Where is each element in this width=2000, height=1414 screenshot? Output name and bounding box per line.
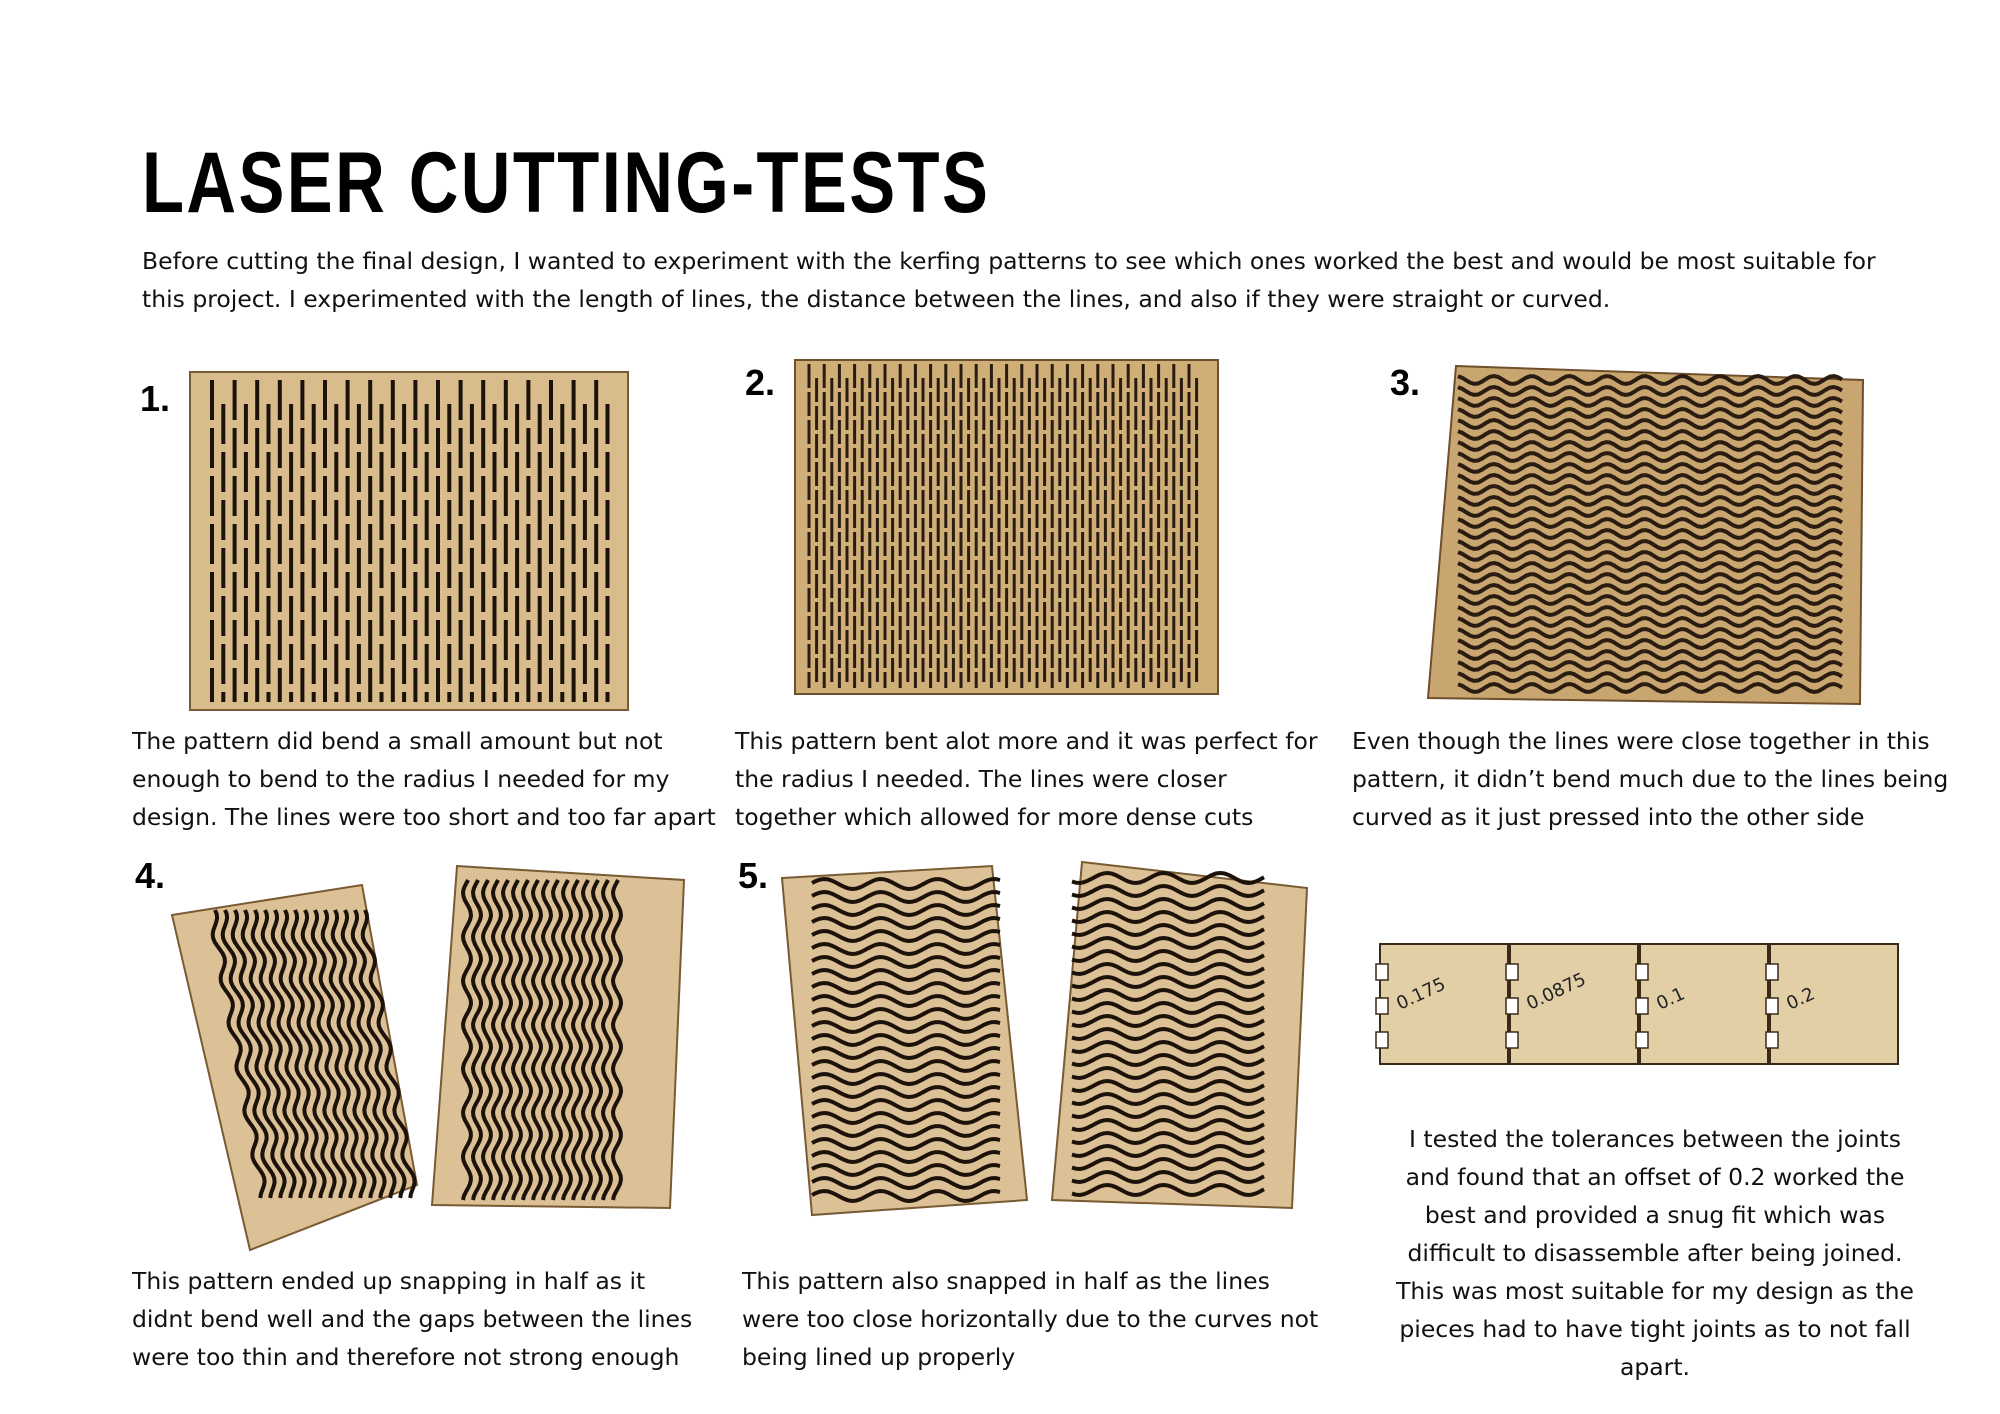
test-3-number: 3. <box>1390 362 1421 403</box>
test-4-right-piece <box>432 866 684 1208</box>
test-1-caption: The pattern did bend a small amount but not enough to bend to the radius I needed for my design. The lines were too short and too far apart <box>132 727 716 831</box>
test-4-caption: This pattern ended up snapping in half as it didnt bend well and the gaps between the lines were too thin and therefore not strong enough <box>132 1267 693 1371</box>
test-3-caption: Even though the lines were close together in this pattern, it didn’t bend much due to the lines being curved as it just pressed into the other side <box>1352 727 1949 831</box>
test-4-number: 4. <box>135 855 166 896</box>
test-2-caption: This pattern bent alot more and it was perfect for the radius I needed. The lines were closer together which allowed for more dense cuts <box>735 727 1318 831</box>
joint-offset-label: 0.0875 <box>1523 968 1590 1015</box>
test-2-number: 2. <box>745 362 776 403</box>
test-3-sample-image <box>1428 366 1868 706</box>
test-4-sample-image <box>172 860 692 1250</box>
test-5-caption: This pattern also snapped in half as the lines were too close horizontally due to the curves not being lined up properly <box>742 1267 1319 1371</box>
test-2-sample-image <box>795 358 1220 696</box>
joint-offset-label: 0.175 <box>1393 973 1449 1015</box>
test-5-number: 5. <box>738 855 769 896</box>
joint-tolerance-sample-image <box>1376 940 1896 1068</box>
joint-offset-label: 0.1 <box>1653 983 1689 1015</box>
page-title: LASER CUTTING-TESTS <box>142 135 991 231</box>
joint-offset-label: 0.2 <box>1783 983 1819 1015</box>
intro-paragraph: Before cutting the final design, I wanted to experiment with the kerfing patterns to see which ones worked the best and would be most suitable for this project. I experimented with the length of lines, the distance between the lines, and also if they were straight or curved. <box>142 247 1876 313</box>
test-1-number: 1. <box>140 378 171 419</box>
test-1-sample-image <box>190 368 630 713</box>
test-5-sample-image <box>782 860 1312 1220</box>
test-5-right-piece <box>1052 862 1307 1208</box>
joint-test-caption: I tested the tolerances between the joints and found that an offset of 0.2 worked the best and provided a snug fit which was difficult to disassemble after being joined. This was most suitable for my design as the pieces had to have tight joints as to not fall apart. <box>1396 1125 1914 1381</box>
test-4-left-piece <box>172 885 417 1250</box>
test-5-left-piece <box>782 866 1027 1215</box>
